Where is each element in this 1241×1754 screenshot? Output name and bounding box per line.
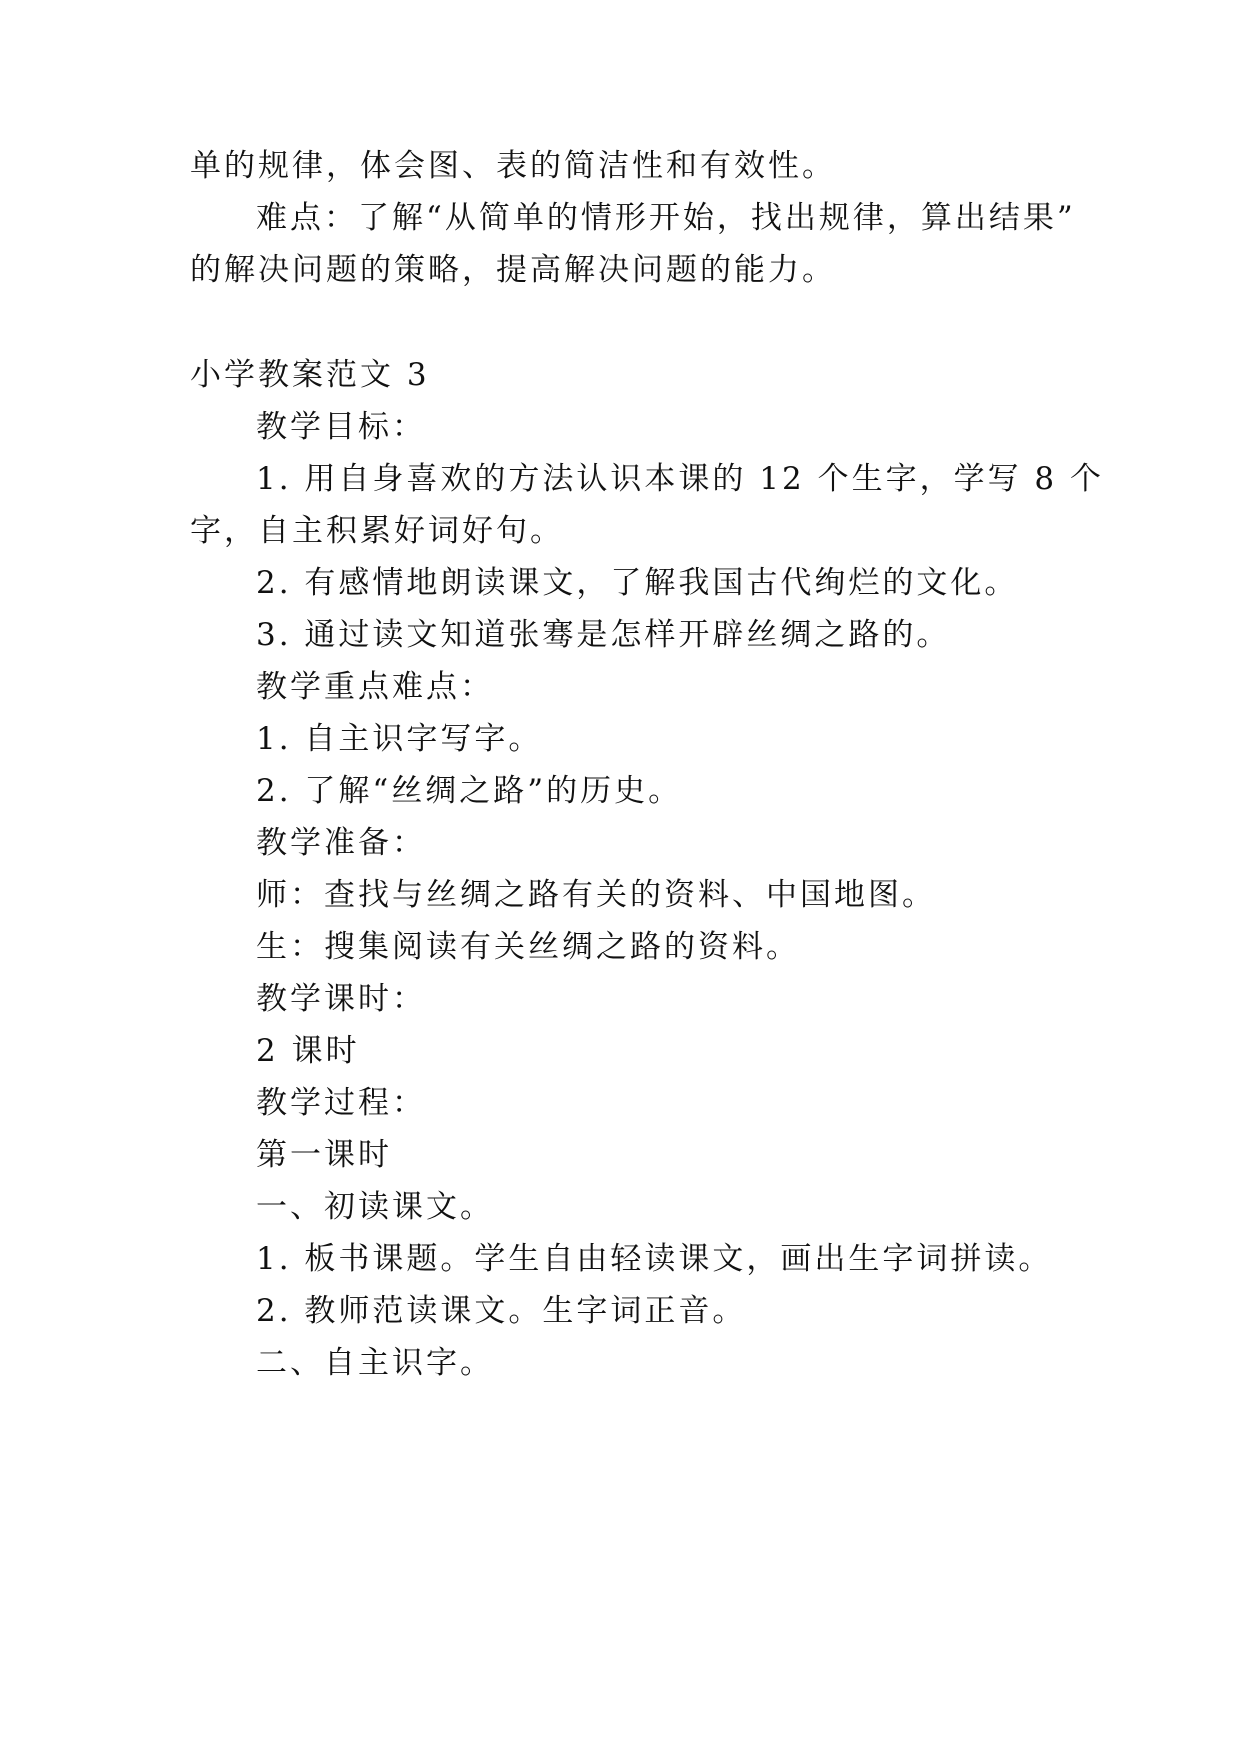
paragraph-line: 单的规律，体会图、表的简洁性和有效性。 xyxy=(190,148,836,184)
student-preparation: 生：搜集阅读有关丝绸之路的资料。 xyxy=(256,929,800,965)
section-title: 小学教案范文 3 xyxy=(190,357,430,393)
step-item: 2. 教师范读课文。生字词正音。 xyxy=(256,1293,747,1329)
objective-item: 3. 通过读文知道张骞是怎样开辟丝绸之路的。 xyxy=(256,617,951,653)
paragraph-line: 难点：了解“从简单的情形开始，找出规律，算出结果” xyxy=(256,200,1076,236)
teacher-preparation: 师：查找与丝绸之路有关的资料、中国地图。 xyxy=(256,877,936,913)
objectives-heading: 教学目标： xyxy=(256,409,426,445)
step-heading: 一、初读课文。 xyxy=(256,1189,494,1225)
key-point-item: 2. 了解“丝绸之路”的历史。 xyxy=(256,773,683,809)
key-point-item: 1. 自主识字写字。 xyxy=(256,721,543,757)
step-heading: 二、自主识字。 xyxy=(256,1345,494,1381)
step-item: 1. 板书课题。学生自由轻读课文，画出生字词拼读。 xyxy=(256,1241,1053,1277)
preparation-heading: 教学准备： xyxy=(256,825,426,861)
paragraph-line: 的解决问题的策略，提高解决问题的能力。 xyxy=(190,252,836,288)
objective-item: 1. 用自身喜欢的方法认识本课的 12 个生字，学写 8 个 xyxy=(256,461,1105,497)
key-points-heading: 教学重点难点： xyxy=(256,669,494,705)
lesson-title: 第一课时 xyxy=(256,1137,392,1173)
hours-heading: 教学课时： xyxy=(256,981,426,1017)
process-heading: 教学过程： xyxy=(256,1085,426,1121)
objective-item: 2. 有感情地朗读课文，了解我国古代绚烂的文化。 xyxy=(256,565,1019,601)
objective-item-continuation: 字，自主积累好词好句。 xyxy=(190,513,564,549)
hours-value: 2 课时 xyxy=(256,1033,360,1069)
